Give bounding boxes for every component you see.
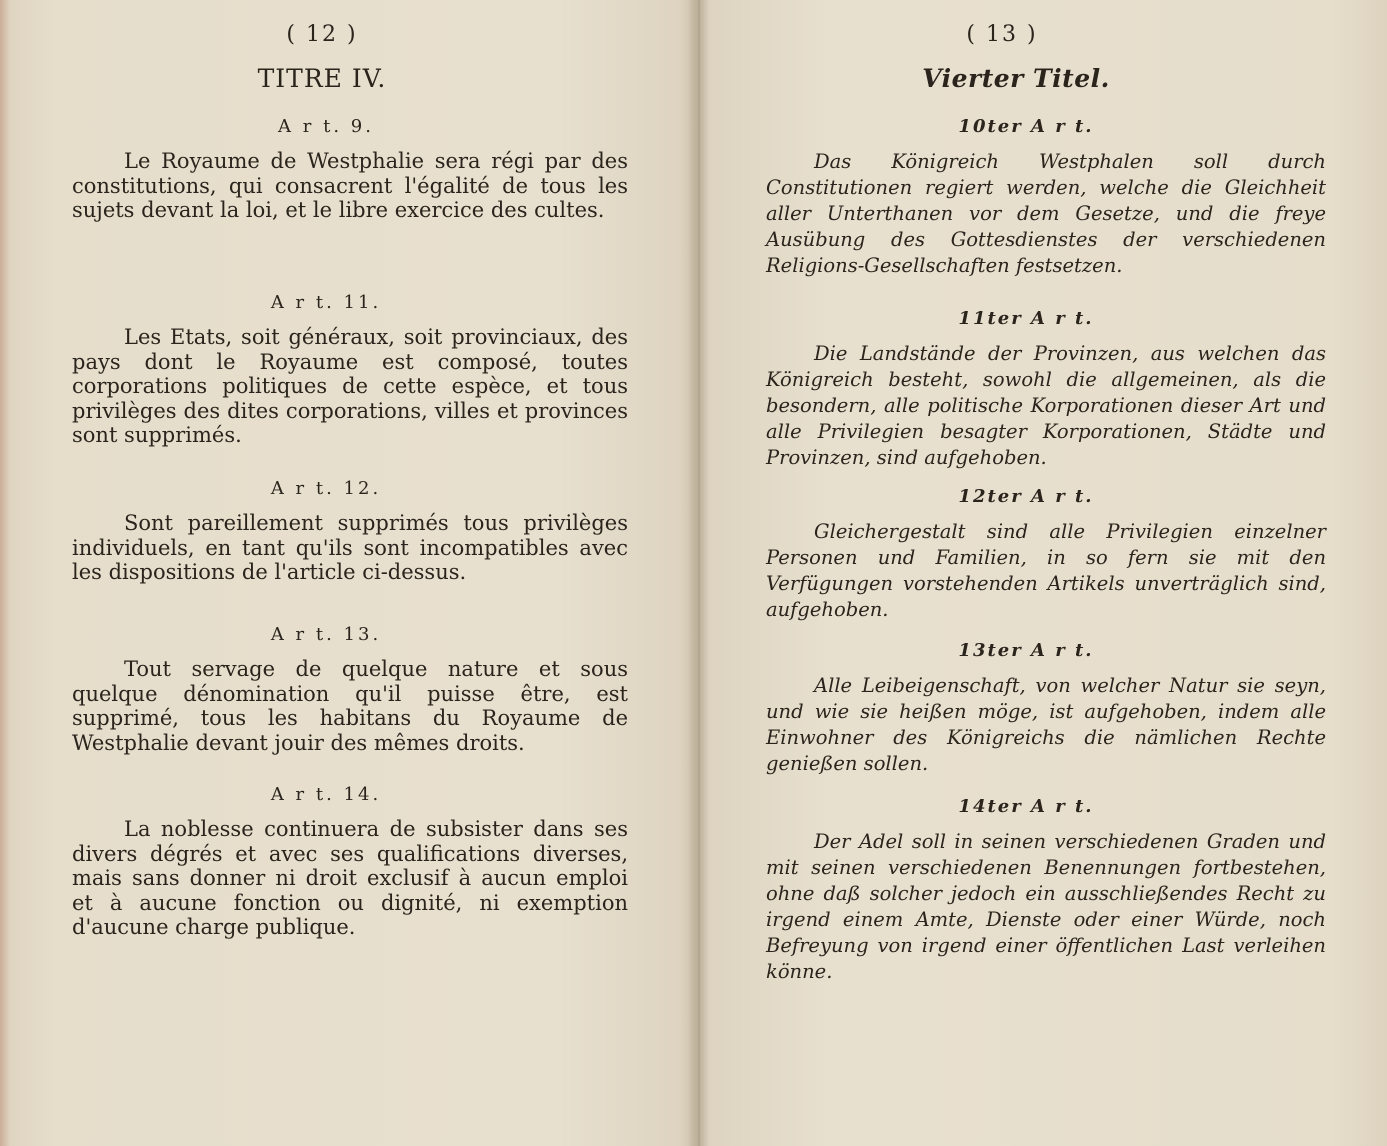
page-title: Vierter Titel. xyxy=(922,64,1110,93)
article-text: La noblesse continuera de subsister dans ses divers dégrés et avec ses qualifications diverses, mais sans donner ni droit exclusif à aucun emploi et à aucune fonction ou dignité, ni exemption d'aucune charge publique. xyxy=(72,817,628,939)
page-title: TITRE IV. xyxy=(257,64,387,93)
article xyxy=(72,116,628,223)
article-text: Le Royaume de Westphalie sera régi par des constitutions, qui consacrent l'égalité de tous les sujets devant la loi, et le libre exercice des cultes. xyxy=(72,149,628,222)
article-text: Gleichergestalt sind alle Privilegien einzelner Personen und Familien, in so fern sie mit den Verfügungen vorstehenden Artikels unverträglich sind, aufgehoben. xyxy=(766,520,1326,621)
article-text: Das Königreich Westphalen soll durch Constitutionen regiert werden, welche die Gleichheit aller Unterthanen vor dem Gesetze, und die freye Ausübung des Gottesdienstes der verschiedenen Religions-Gesellschaften festsetzen. xyxy=(766,150,1326,277)
article xyxy=(766,640,1326,777)
book-gutter xyxy=(688,0,710,1146)
article xyxy=(72,784,628,940)
article-heading: A r t. 11. xyxy=(270,292,382,313)
article xyxy=(72,624,628,755)
article xyxy=(766,486,1326,623)
page-number: ( 13 ) xyxy=(966,22,1038,47)
article-text: Tout servage de quelque nature et sous quelque dénomination qu'il puisse être, est supprimé, tous les habitans du Royaume de Westphalie devant jouir des mêmes droits. xyxy=(72,657,628,755)
right-page xyxy=(766,0,1326,1146)
article xyxy=(766,796,1326,985)
page-number: ( 12 ) xyxy=(286,22,358,47)
article-heading: 14ter A r t. xyxy=(958,796,1094,817)
article-heading: A r t. 12. xyxy=(270,478,382,499)
article-heading: 12ter A r t. xyxy=(958,486,1094,507)
article-text: Der Adel soll in seinen verschiedenen Graden und mit seinen verschiedenen Benennungen fortbestehen, ohne daß solcher jedoch ein ausschließendes Recht zu irgend einem Amte, Dienste oder einer Würde, noch Befreyung von irgend einer öffentlichen Last verleihen könne. xyxy=(766,830,1326,983)
article-heading: 10ter A r t. xyxy=(958,116,1094,137)
article xyxy=(766,116,1326,279)
article xyxy=(72,478,628,585)
article xyxy=(72,292,628,448)
page-edge-stain xyxy=(0,0,10,1146)
article-text: Les Etats, soit généraux, soit provinciaux, des pays dont le Royaume est composé, toutes corporations politiques de cette espèce, et tous privilèges des dites corporations, villes et provinces sont supprimés. xyxy=(72,325,628,447)
article-heading: 11ter A r t. xyxy=(958,308,1094,329)
article xyxy=(766,308,1326,471)
article-heading: A r t. 9. xyxy=(278,116,374,137)
article-text: Alle Leibeigenschaft, von welcher Natur sie seyn, und wie sie heißen möge, ist aufgehoben, indem alle Einwohner des Königreichs die nämlichen Rechte genießen sollen. xyxy=(766,674,1326,775)
article-heading: A r t. 13. xyxy=(270,624,382,645)
article-heading: 13ter A r t. xyxy=(958,640,1094,661)
left-page xyxy=(72,0,628,1146)
article-text: Die Landstände der Provinzen, aus welchen das Königreich besteht, sowohl die allgemeinen, als die besondern, alle politische Korporationen dieser Art und alle Privilegien besagter Korporationen, Städte und Provinzen, sind aufgehoben. xyxy=(766,342,1326,469)
article-text: Sont pareillement supprimés tous privilèges individuels, en tant qu'ils sont incompatibles avec les dispositions de l'article ci-dessus. xyxy=(72,511,628,584)
article-heading: A r t. 14. xyxy=(270,784,382,805)
